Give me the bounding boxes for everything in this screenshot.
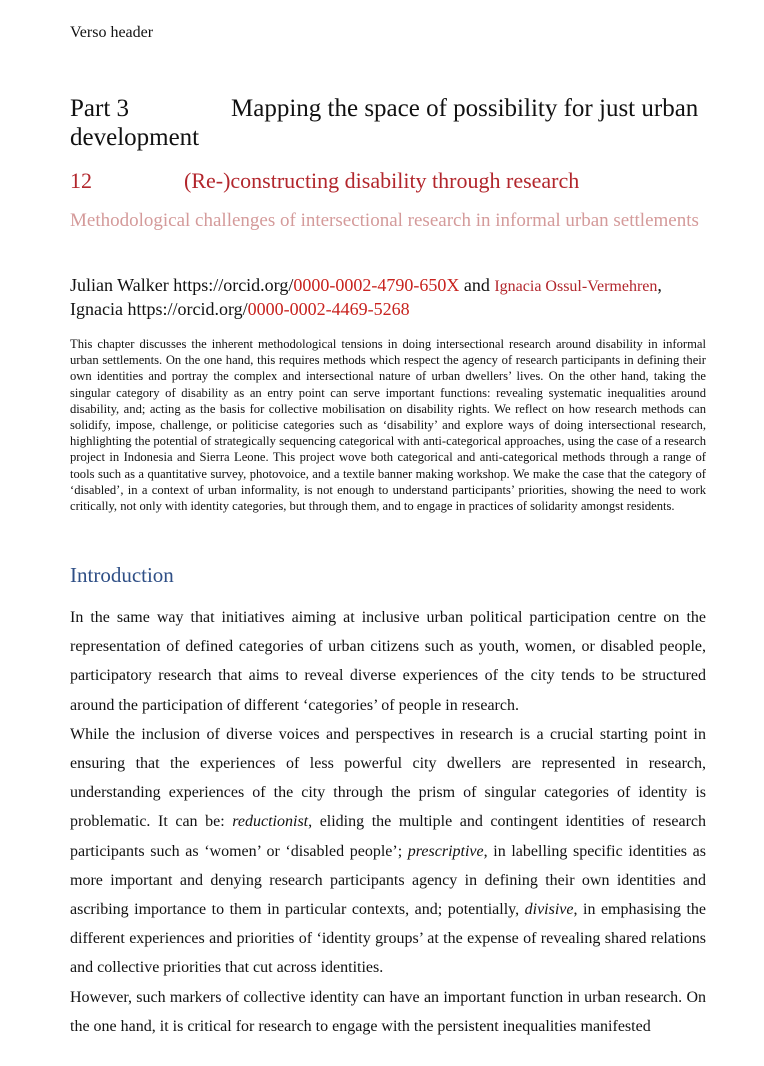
chapter-number: 12 <box>70 168 92 193</box>
paragraph-3: However, such markers of collective identity can have an important function in urban research. On the one hand, it is critical for research to engage with the persistent inequalities manifested <box>70 988 706 1035</box>
paragraph-2-part-a: While the inclusion of diverse voices and perspectives in research is a crucial starting point in ensuring that the experiences of less powerful city dwellers are represented in research, understanding experiences of the city through the prism of singular categories of identity is problematic. It can be: <box>70 725 706 831</box>
term-prescriptive: prescriptive <box>407 842 484 860</box>
author1-orcid-link[interactable]: 0000-0002-4790-650X <box>293 275 460 295</box>
part-title: Mapping the space of possibility for just urban development <box>70 95 699 151</box>
term-reductionist: reductionist <box>232 813 309 831</box>
chapter-subtitle: Methodological challenges of intersectional research in informal urban settlements <box>70 210 699 231</box>
paragraph-2-part-c: , in labelling specific identities as more important and denying research participants agency in defining their own identities and ascribing importance to them in particular contexts, and; potentially, <box>70 842 706 919</box>
term-divisive: divisive <box>524 901 574 919</box>
author-conjunction: and <box>459 275 495 295</box>
author2-orcid-link[interactable]: 0000-0002-4469-5268 <box>247 299 410 319</box>
paragraph-2-part-d: , in emphasising the different experiences and priorities of ‘identity groups’ at the expense of revealing shared relations and collective priorities that cut across identities. <box>70 901 707 977</box>
part-heading <box>70 94 710 152</box>
paragraph-1: In the same way that initiatives aiming at inclusive urban political participation centre on the representation of defined categories of urban citizens such as youth, women, or disabled people, participatory research that aims to reveal diverse experiences of the city tends to be structured around the participation of different ‘categories’ of people in research. <box>70 609 706 714</box>
section-heading-introduction: Introduction <box>70 563 174 587</box>
author2-name: Ignacia Ossul-Vermehren <box>494 278 658 295</box>
part-number: Part 3 <box>70 95 130 122</box>
author1-name: Julian Walker https://orcid.org/ <box>70 275 294 295</box>
abstract: This chapter discusses the inherent methodological tensions in doing intersectional research around disability in informal urban settlements. On the one hand, this requires methods which respect the agency of research participants in defining their own identities and portray the complex and intersectional nature of urban dwellers’ lives. On the other hand, taking the singular category of disability as an entry point can serve important functions: revealing systematic inequalities around disability, and; acting as the basis for collective mobilisation on disability rights. We reflect on how research methods can solidify, impose, challenge, or politicise categories such as ‘disability’ and explore ways of doing intersectional research, highlighting the potential of strategically sequencing categorical with anti-categorical approaches, using the case of a research project in Indonesia and Sierra Leone. This project wove both categorical and anti-categorical methods through a range of tools such as a quantitative survey, photovoice, and a textile banner making workshop. We make the case that the category of ‘disabled’, in a context of urban informality, is not enough to understand participants’ priorities, showing the need to work critically, not only with identity categories, but through them, and to engage in practices of solidarity amongst residents. <box>70 337 706 514</box>
running-header: Verso header <box>70 24 154 41</box>
paragraph-2 <box>70 720 706 983</box>
chapter-heading <box>70 168 579 194</box>
chapter-title: (Re-)constructing disability through research <box>184 168 580 193</box>
author-line <box>70 274 710 320</box>
body-text <box>70 603 706 1041</box>
paragraph-2-part-b: , eliding the multiple and contingent identities of research participants such as ‘women’ or ‘disabled people’; <box>70 813 706 860</box>
author2-prefix: , Ignacia https://orcid.org/ <box>70 275 662 319</box>
